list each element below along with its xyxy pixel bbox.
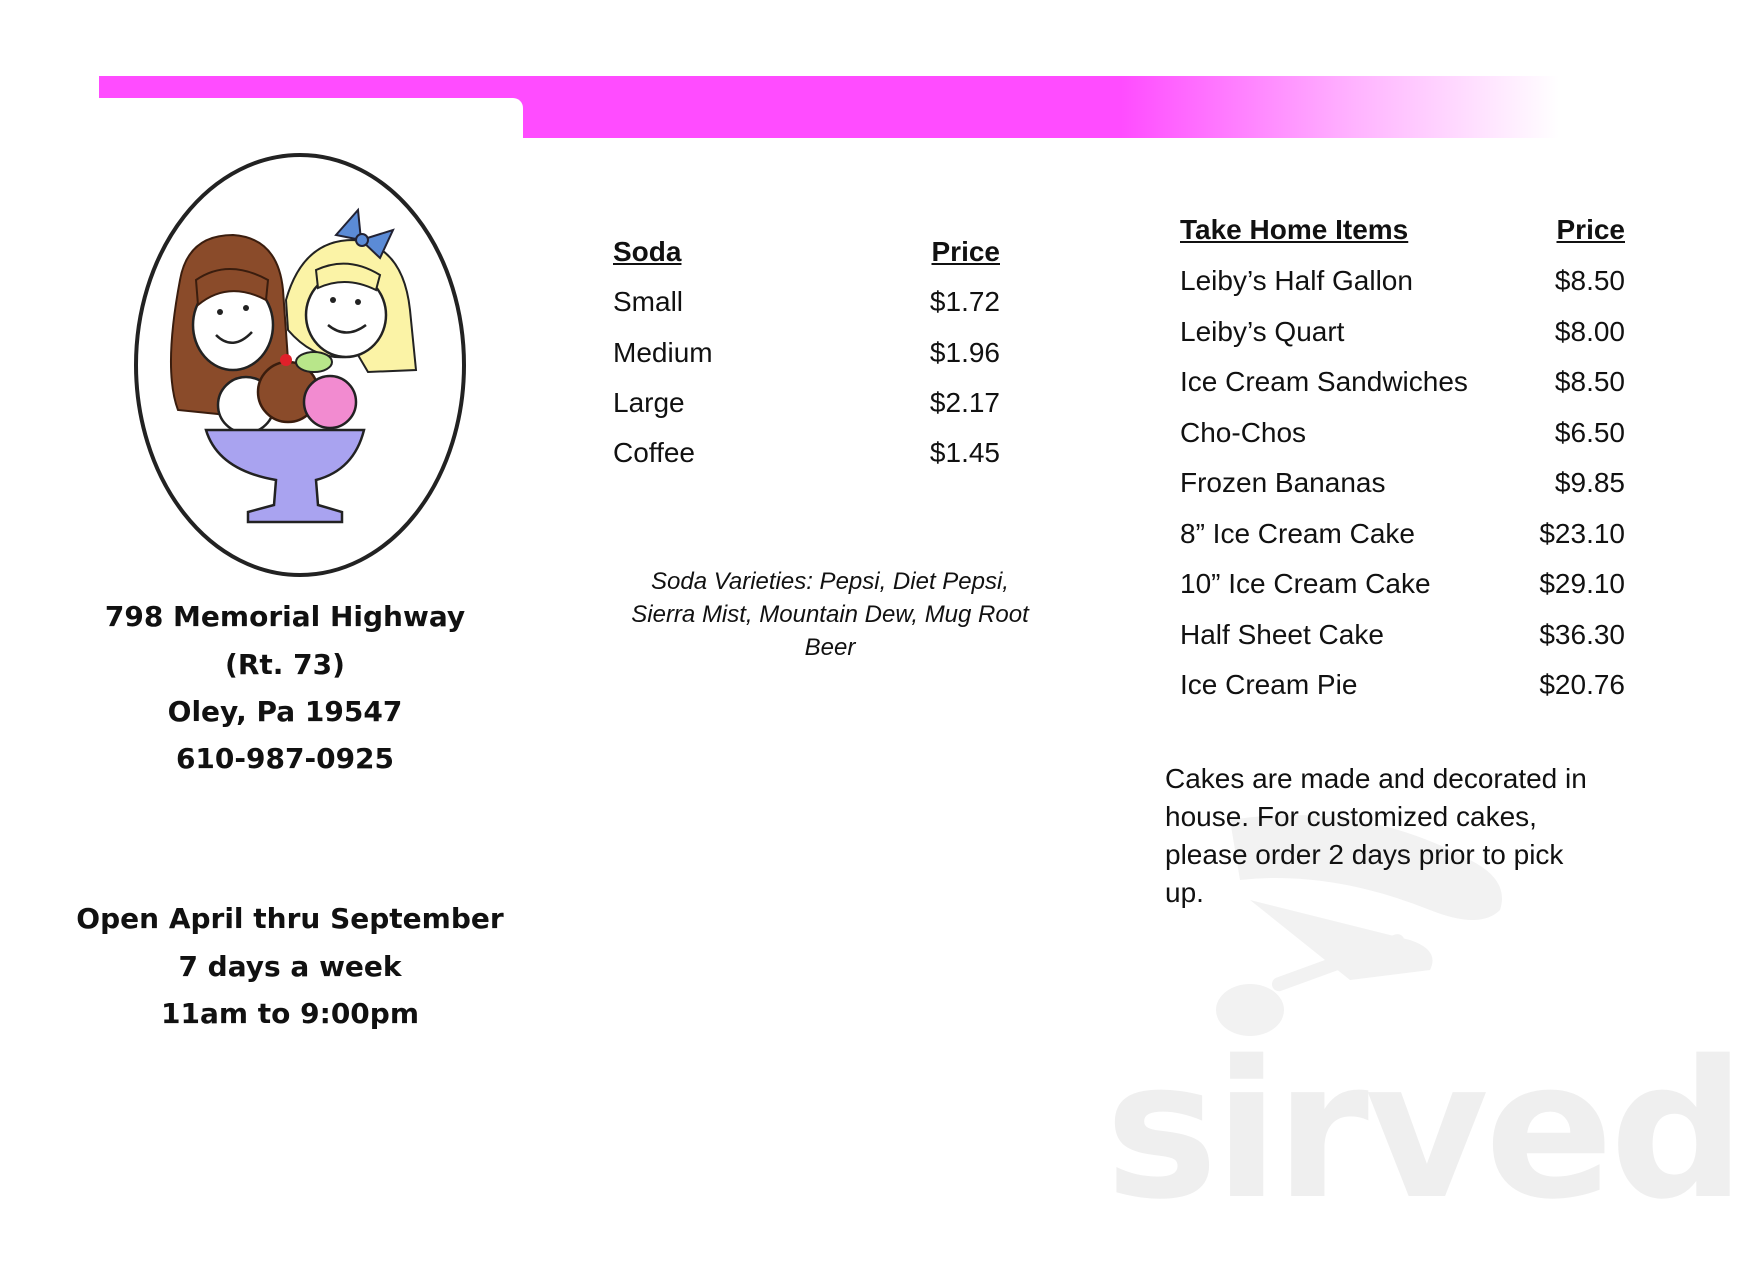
phone-number: 610-987-0925 xyxy=(175,742,395,775)
take-home-item-name: Cho-Chos xyxy=(1180,417,1307,448)
soda-item-price: $1.72 xyxy=(929,286,1000,317)
take-home-item-price: $8.50 xyxy=(1554,265,1625,296)
take-home-item-price: $8.50 xyxy=(1554,366,1625,397)
soda-varieties-note: Soda Varieties: Pepsi, Diet Pepsi, Sierra Mist, Mountain Dew, Mug Root Beer xyxy=(631,568,1029,661)
take-home-item-price: $23.10 xyxy=(1539,518,1625,549)
hours-days: 7 days a week xyxy=(178,950,402,983)
soda-item-price: $1.96 xyxy=(929,337,1000,368)
address-city: Oley, Pa 19547 xyxy=(167,695,403,728)
take-home-item-price: $9.85 xyxy=(1554,467,1625,498)
hours-season: Open April thru September xyxy=(76,902,504,935)
soda-item-price: $1.45 xyxy=(929,437,1000,468)
take-home-item-name: Half Sheet Cake xyxy=(1180,619,1384,650)
take-home-item-name: Ice Cream Pie xyxy=(1180,669,1358,700)
take-home-item-name: Frozen Bananas xyxy=(1180,467,1386,498)
take-home-item-price: $8.00 xyxy=(1554,316,1625,347)
address-street: 798 Memorial Highway xyxy=(104,600,466,633)
sirved-watermark: sirved xyxy=(1105,1020,1742,1241)
take-home-header: Take Home Items xyxy=(1180,214,1409,245)
take-home-price-header: Price xyxy=(1556,214,1625,245)
take-home-item-price: $6.50 xyxy=(1554,417,1625,448)
soda-header: Soda xyxy=(613,236,682,267)
take-home-item-name: Leiby’s Quart xyxy=(1180,316,1345,347)
take-home-item-price: $29.10 xyxy=(1539,568,1625,599)
take-home-item-name: Ice Cream Sandwiches xyxy=(1180,366,1468,397)
take-home-item-price: $36.30 xyxy=(1539,619,1625,650)
hours-times: 11am to 9:00pm xyxy=(160,997,419,1030)
soda-price-header: Price xyxy=(931,236,1000,267)
address-route: (Rt. 73) xyxy=(225,648,345,681)
take-home-item-price: $20.76 xyxy=(1539,669,1625,700)
soda-item-name: Medium xyxy=(613,337,713,368)
soda-item-name: Large xyxy=(613,387,685,418)
shop-logo xyxy=(118,140,482,590)
take-home-item-name: 8” Ice Cream Cake xyxy=(1180,518,1415,549)
take-home-item-name: 10” Ice Cream Cake xyxy=(1180,568,1431,599)
take-home-item-name: Leiby’s Half Gallon xyxy=(1180,265,1413,296)
soda-item-price: $2.17 xyxy=(929,387,1000,418)
soda-item-name: Coffee xyxy=(613,437,695,468)
cake-order-note: Cakes are made and decorated in house. For customized cakes, please order 2 days prior to pick up. xyxy=(1165,763,1587,908)
soda-item-name: Small xyxy=(613,286,684,317)
